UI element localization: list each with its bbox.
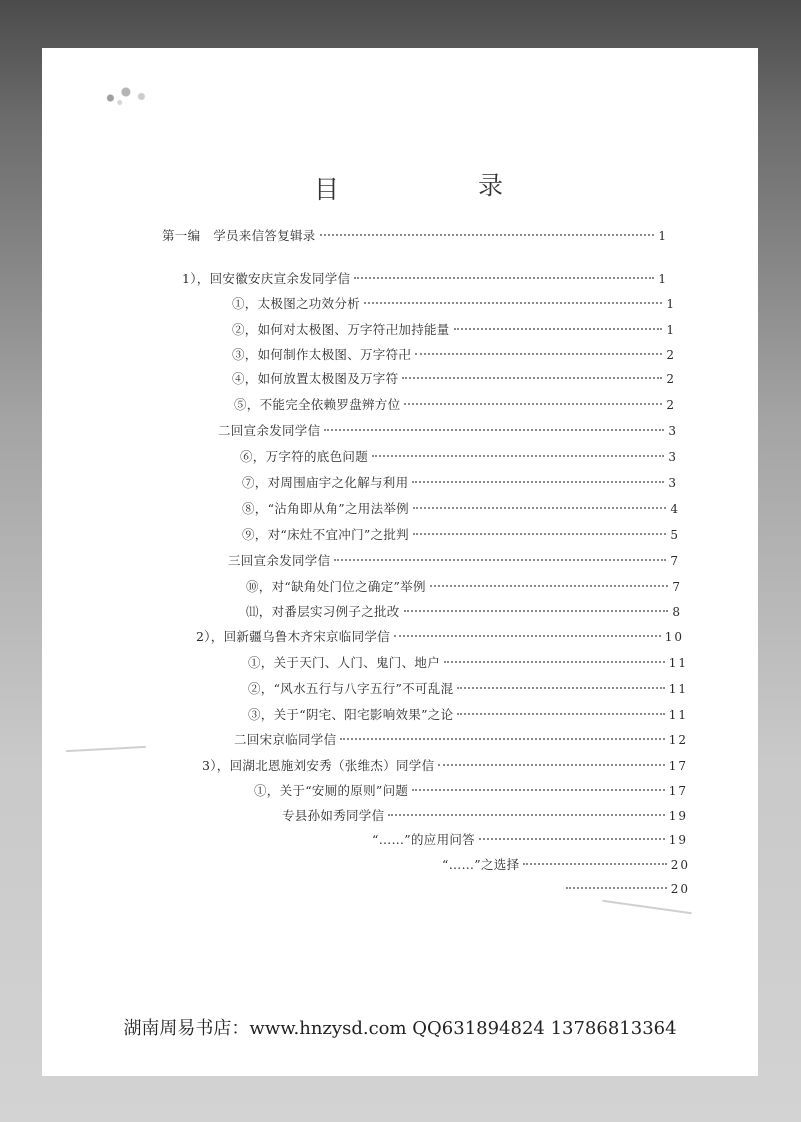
- title-char-2: 录: [478, 171, 504, 200]
- title-char-1: 目: [314, 175, 340, 204]
- toc-subsection: 二回宣余发同学信 3: [218, 423, 678, 438]
- page-title: [42, 170, 758, 210]
- toc-item: ①，关于天门、人门、鬼门、地户 11: [248, 655, 688, 670]
- toc-item: ②，如何对太极图、万字符卍加持能量 1: [232, 322, 676, 337]
- scan-smudge: [66, 746, 146, 752]
- toc-item: “……”的应用问答 19: [372, 832, 688, 847]
- toc-item: ②，“风水五行与八字五行”不可乱混 11: [248, 681, 688, 696]
- toc-item: ⑨，对“床灶不宜冲门”之批判 5: [242, 527, 680, 542]
- scan-smudge: [602, 900, 691, 915]
- toc-subsection: 三回宣余发同学信 7: [228, 553, 680, 568]
- toc-item: 20: [562, 878, 690, 900]
- toc-item: ⑧，“沾角即从角”之用法举例 4: [242, 501, 680, 516]
- toc-section: 3），回湖北恩施刘安秀（张维杰）同学信 17: [202, 758, 688, 773]
- scan-speckle: [98, 80, 160, 110]
- toc-item: ③，如何制作太极图、万字符卍 2: [232, 347, 676, 362]
- toc-item: ③，关于“阴宅、阳宅影响效果”之论 11: [248, 707, 688, 722]
- toc-item: ⑤，不能完全依赖罗盘辨方位 2: [234, 397, 676, 412]
- toc-subsection: 二回宋京临同学信 12: [234, 732, 688, 747]
- toc-item: ⑾，对番层实习例子之批改 8: [246, 604, 682, 619]
- toc-section: 2），回新疆乌鲁木齐宋京临同学信 10: [196, 629, 684, 644]
- document-page: [42, 48, 758, 1076]
- toc-subsection: 专县孙如秀同学信 19: [282, 808, 688, 823]
- toc-item: ⑦，对周围庙宇之化解与利用 3: [242, 475, 678, 490]
- toc-item: ④，如何放置太极图及万字符 2: [232, 371, 676, 386]
- footer-watermark: 湖南周易书店：www.hnzysd.com QQ631894824 13786813364: [123, 1018, 677, 1039]
- toc-item: ①，太极图之功效分析 1: [232, 296, 676, 311]
- toc-part-heading: 第一编 学员来信答复辑录 1: [162, 228, 668, 243]
- toc-section: 1），回安徽安庆宣余发同学信 1: [182, 271, 668, 286]
- toc-item: ⑩，对“缺角处门位之确定”举例 7: [246, 579, 682, 594]
- toc-item: ⑥，万字符的底色问题 3: [240, 449, 678, 464]
- toc-item: “……”之选择 20: [442, 857, 690, 872]
- toc-item: ①，关于“安厕的原则”问题 17: [254, 783, 688, 798]
